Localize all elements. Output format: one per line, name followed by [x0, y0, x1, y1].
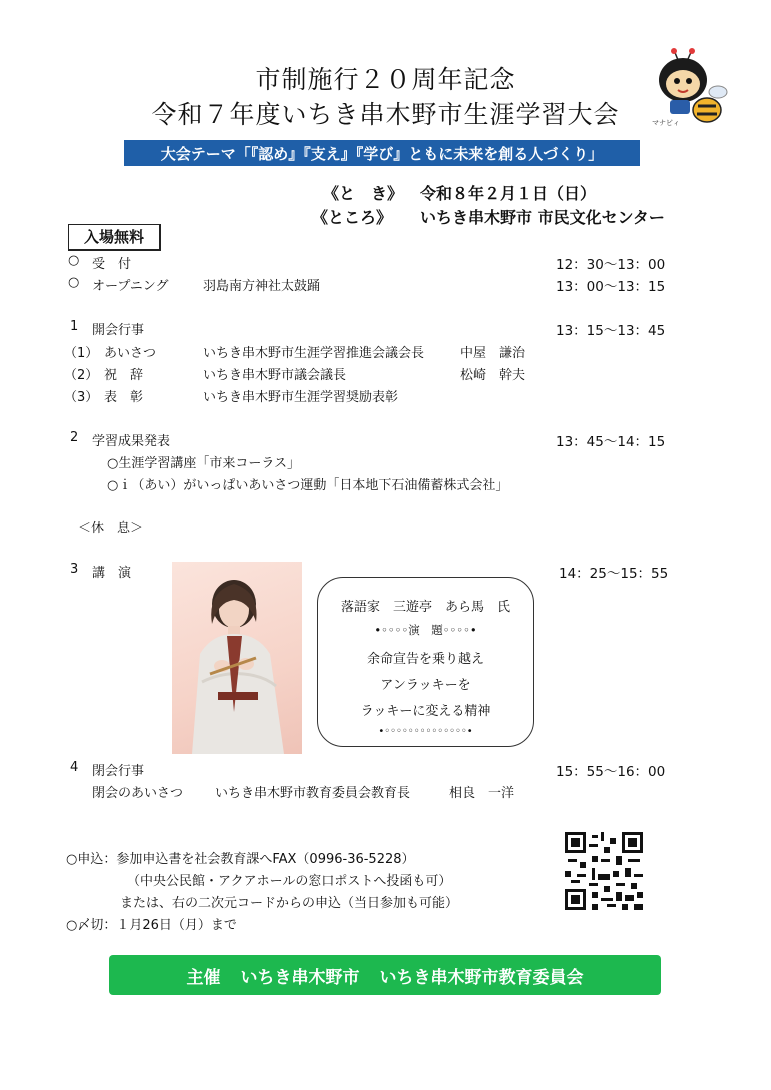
application-line-2: （中央公民館・アクアホールの窓口ポストへ投函も可） [127, 874, 452, 889]
lecture-info-box [317, 577, 534, 747]
section1-item-no: （1） [64, 346, 99, 361]
where-label: 《ところ》 [312, 208, 393, 227]
break-label: ＜休 息＞ [78, 521, 144, 536]
section3-label: 講 演 [92, 566, 132, 581]
application-line-1: ○申込：参加申込書を社会教育課へFAX（0996-36-5228） [66, 852, 415, 867]
topic-line: ラッキーに変える精神 [360, 704, 491, 719]
mascot-label: マナビィ [652, 119, 680, 127]
section4-sub-detail: いちき串木野市教育委員会教育長 [215, 786, 411, 801]
topic-divider: •◦◦◦◦◦◦◦◦◦◦◦◦◦◦• [378, 726, 473, 737]
section1-item-person: 中屋 謙治 [460, 346, 526, 361]
application-deadline: ○〆切：１月26日（月）まで [66, 918, 237, 933]
opening-time: 13：00〜13：15 [556, 279, 666, 295]
organizer-banner [109, 955, 661, 995]
topic-line: 余命宣告を乗り越え [366, 652, 484, 667]
section1-item-person: 松崎 幹夫 [460, 368, 526, 383]
free-admission-badge: 入場無料 [68, 224, 161, 251]
section1-item-no: （2） [64, 368, 99, 383]
section1-item-label: 祝 辞 [104, 368, 144, 383]
reception-label: 受 付 [92, 257, 132, 272]
section1-time: 13：15〜13：45 [556, 323, 666, 339]
section1-item-detail: いちき串木野市生涯学習奨励表彰 [203, 390, 399, 405]
section4-time: 15：55〜16：00 [556, 764, 666, 780]
section4-number: 4 [70, 760, 79, 775]
section1-item-detail: いちき串木野市生涯学習推進会議会長 [203, 346, 425, 361]
section1-item-no: （3） [64, 390, 99, 405]
host-board: いちき串木野市教育委員会 [379, 967, 584, 988]
host-label: 主催 [186, 967, 221, 988]
topic-line: アンラッキーを [380, 678, 471, 693]
section1-item-label: 表 彰 [104, 390, 144, 405]
when-value: 令和８年２月１日（日） [420, 184, 597, 203]
qr-code[interactable] [565, 832, 643, 910]
reception-time: 12：30〜13：00 [556, 257, 666, 273]
title-line-1: 市制施行２０周年記念 [255, 65, 516, 94]
section1-item-detail: いちき串木野市議会議長 [203, 368, 347, 383]
title-line-2: 令和７年度いちき串木野市生涯学習大会 [151, 100, 620, 129]
topic-header: •◦◦◦◦演 題◦◦◦◦• [374, 623, 477, 637]
section1-label: 開会行事 [92, 323, 145, 338]
section2-item: ○ｉ（あい）がいっぱいあいさつ運動「日本地下石油備蓄株式会社」 [107, 478, 509, 493]
section2-time: 13：45〜14：15 [556, 434, 666, 450]
section2-item: ○生涯学習講座「市来コーラス」 [107, 456, 300, 471]
opening-detail: 羽島南方神社太鼓踊 [203, 279, 321, 294]
host-city: いちき串木野市 [240, 967, 360, 988]
lecturer-photo [172, 562, 302, 754]
section4-label: 閉会行事 [92, 764, 145, 779]
mascot-illustration [652, 48, 730, 130]
section4-sub-label: 閉会のあいさつ [92, 786, 184, 801]
when-label: 《と き》 [323, 184, 404, 203]
lecturer-name: 落語家 三遊亭 あら馬 氏 [340, 600, 510, 615]
application-line-3: または、右の二次元コードからの申込（当日参加も可能） [120, 896, 459, 911]
section3-time: 14：25〜15：55 [559, 566, 669, 582]
section4-sub-person: 相良 一洋 [449, 786, 515, 801]
section1-item-label: あいさつ [104, 346, 157, 361]
section2-label: 学習成果発表 [92, 434, 171, 449]
opening-mark: ○ [68, 275, 80, 290]
where-value: いちき串木野市 市民文化センター [420, 208, 665, 227]
theme-banner: 大会テーマ「『認め』『支え』『学び』ともに未来を創る人づくり」 [124, 140, 640, 166]
section1-number: 1 [70, 319, 79, 334]
section2-number: 2 [70, 430, 79, 445]
section3-number: 3 [70, 562, 79, 577]
opening-label: オープニング [92, 279, 169, 294]
reception-mark: ○ [68, 253, 80, 268]
